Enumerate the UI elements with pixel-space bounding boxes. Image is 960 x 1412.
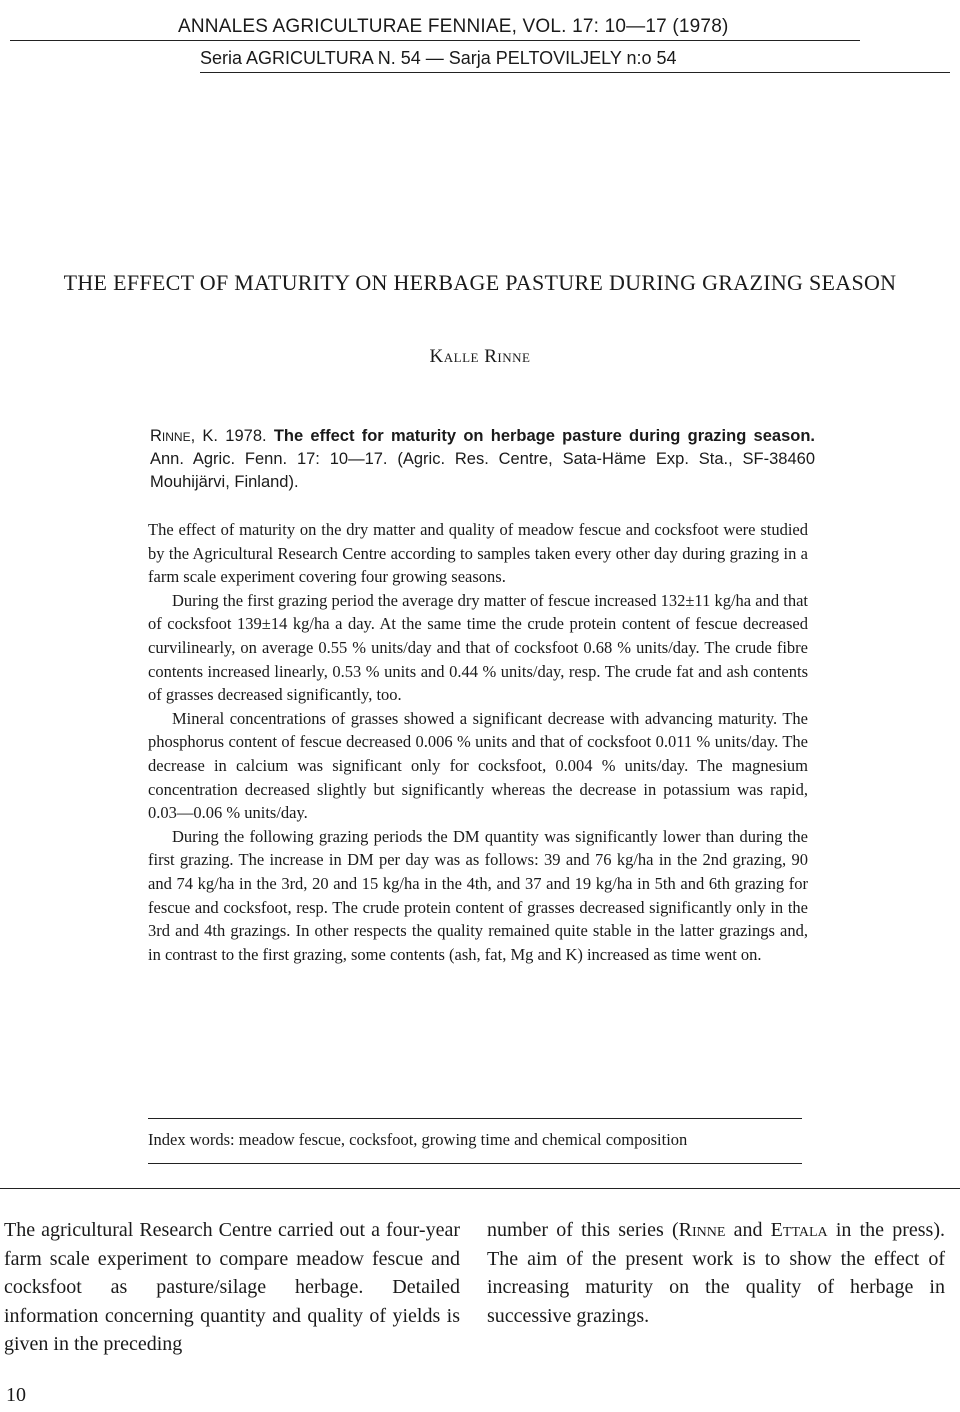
paper-title: THE EFFECT OF MATURITY ON HERBAGE PASTURE DURING GRAZING SEASON xyxy=(63,270,897,295)
body-text: in the press). The aim of the present work is to show the effect of increasing maturity on the quality of herbage in successive grazings. xyxy=(487,1219,945,1327)
citation xyxy=(150,425,815,494)
abstract-paragraph: Mineral concentrations of grasses showed a significant decrease with advancing maturity. The phosphorus content of fescue decreased 0.006 % units and that of cocksfoot 0.011 % units/day. The decrease in calcium was significant only for cocksfoot, 0.004 % units/day. The magnesium concentration decreased slightly but significantly whereas the decrease in potassium was rapid, 0.03—0.06 % units/day. xyxy=(148,708,808,823)
abstract-paragraph: During the following grazing periods the DM quantity was significantly lower than during the first grazing. The increase in DM per day was as follows: 39 and 76 kg/ha in the 2nd grazing, 90 and 74 kg/ha in the 3rd, 20 and 15 kg/ha in the 4th, and 37 and 19 kg/ha in 5th and 6th grazing for fescue and cocksfoot, resp. The crude protein content of grasses decreased significantly only in the 3rd and 4th grazings. In other respects the quality remained quite stable in the latter grazings and, in contrast to the first grazing, some contents (ash, fat, Mg and K) increased as time went on. xyxy=(148,826,808,964)
series-line: Seria AGRICULTURA N. 54 — Sarja PELTOVILJELY n:o 54 xyxy=(200,48,677,68)
abstract-paragraph: During the first grazing period the average dry matter of fescue increased 132±11 kg/ha and that of cocksfoot 139±14 kg/ha a day. At the same time the crude protein content of fescue decreased curvilinearly, on average 0.55 % units/day and that of cocksfoot 0.68 % units/day. The crude fibre contents increased linearly, 0.53 % units and 0.44 % units/day, resp. The crude fat and ash contents of grasses decreased significantly, too. xyxy=(148,590,808,705)
abstract-paragraph: The effect of maturity on the dry matter and quality of meadow fescue and cocksfoot were studied by the Agricultural Research Centre according to samples taken every other day during grazing in a farm scale experiment covering four growing seasons. xyxy=(148,520,808,587)
citation-title: The effect for maturity on herbage pasture during grazing season. xyxy=(273,427,815,445)
body-text: and xyxy=(725,1219,771,1241)
body-column-right xyxy=(487,1216,945,1330)
body-text: number of this series ( xyxy=(487,1219,679,1241)
header-rule xyxy=(10,40,860,41)
citation-source: Ann. Agric. Fenn. 17: 10—17. (Agric. Res. Centre, Sata-Häme Exp. Sta., SF-38460 Mouhijärvi, Finland). xyxy=(150,450,815,491)
index-rule-bottom xyxy=(148,1163,802,1164)
index-rule-top xyxy=(148,1118,802,1119)
author-name: Kalle Rinne xyxy=(429,346,531,367)
index-words: Index words: meadow fescue, cocksfoot, growing time and chemical composition xyxy=(148,1130,688,1149)
body-rule xyxy=(0,1188,960,1189)
citation-author: Rinne, K. xyxy=(150,427,219,445)
citation-year: 1978. xyxy=(218,427,274,445)
reference-author: Ettala xyxy=(770,1219,828,1241)
page-number: 10 xyxy=(6,1384,26,1406)
body-column-left: The agricultural Research Centre carried out a four-year farm scale experiment to compare meadow fescue and cocksfoot as pasture/silage herbage. Detailed information concerning quantity and quality of yields is given in the preceding xyxy=(4,1219,460,1356)
abstract xyxy=(148,518,808,966)
reference-author: Rinne xyxy=(678,1219,726,1241)
journal-name: ANNALES AGRICULTURAE FENNIAE, VOL. 17: 10—17 (1978) xyxy=(178,16,729,37)
series-rule xyxy=(200,72,950,73)
